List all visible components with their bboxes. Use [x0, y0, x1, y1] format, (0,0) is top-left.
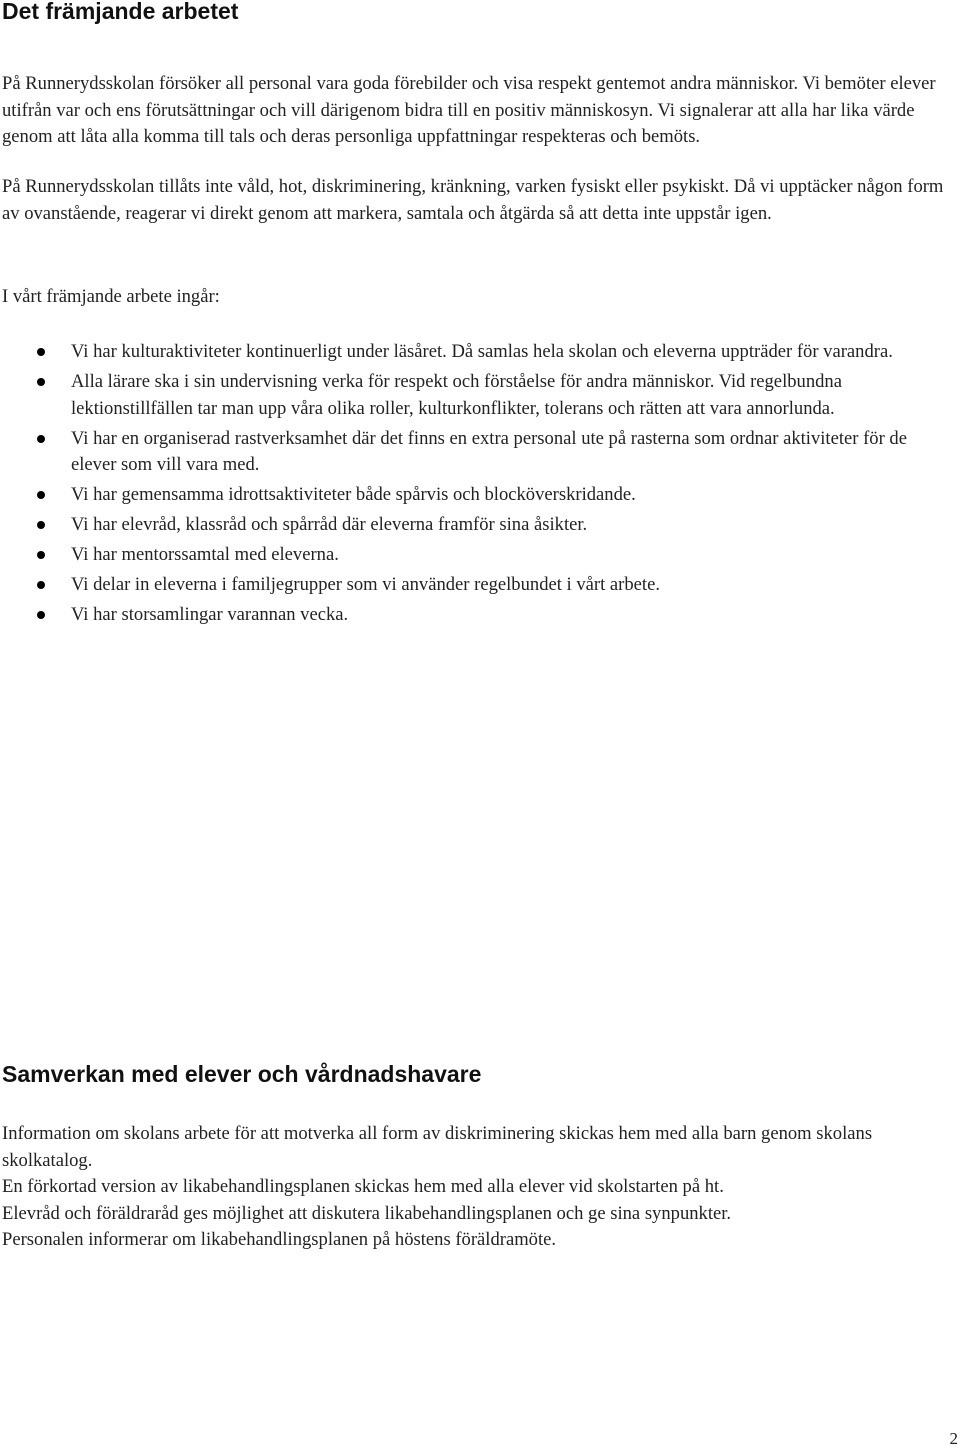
list-item [0, 572, 958, 599]
paragraph-vald-hot: På Runnerydsskolan tillåts inte våld, hot, diskriminering, kränkning, varken fysiskt eller psykiskt. Då vi upptäcker någon form av ovanstående, reagerar vi direkt genom att markera, samtala och åtgärda så att detta inte uppstår igen. [2, 176, 944, 224]
bullet-icon [37, 611, 45, 619]
bullet-icon [37, 521, 45, 529]
bullet-icon [37, 435, 45, 443]
bullet-icon [37, 551, 45, 559]
framjande-bullet-list [0, 339, 958, 632]
bullet-icon [37, 378, 45, 386]
list-item-text: Alla lärare ska i sin undervisning verka för respekt och förståelse för andra människor. Vid regelbundna lektionstillfällen tar man upp våra olika roller, kulturkonflikter, tolerans och rätten att vara annorlunda. [71, 371, 842, 419]
samverkan-text-block [2, 1121, 954, 1254]
list-item [0, 426, 958, 479]
list-intro: I vårt främjande arbete ingår: [2, 286, 220, 307]
paragraph-forebilder: På Runnerydsskolan försöker all personal vara goda förebilder och visa respekt gentemot andra människor. Vi bemöter elever utifrån var och ens förutsättningar och vill därigenom bidra till en positiv människosyn. Vi signalerar att alla har lika värde genom att låta alla komma till tals och deras personliga uppfattningar respekteras och bemöts. [2, 73, 936, 147]
list-item [0, 602, 958, 629]
list-item [0, 339, 958, 366]
bullet-icon [37, 348, 45, 356]
list-item-text: Vi har en organiserad rastverksamhet där det finns en extra personal ute på rasterna som ordnar aktiviteter för de elever som vill vara med. [71, 427, 907, 475]
info-line-skolkatalog: Information om skolans arbete för att motverka all form av diskriminering skickas hem med alla barn genom skolans skolkatalog. [2, 1123, 873, 1171]
list-item [0, 369, 958, 422]
list-item-text: Vi har storsamlingar varannan vecka. [71, 604, 349, 625]
list-item-text: Vi delar in eleverna i familjegrupper som vi använder regelbundet i vårt arbete. [71, 574, 660, 595]
list-item-text: Vi har kulturaktiviteter kontinuerligt under läsåret. Då samlas hela skolan och eleverna uppträder för varandra. [71, 341, 893, 362]
info-line-elevrad-foraldrarad: Elevråd och föräldraråd ges möjlighet att diskutera likabehandlingsplanen och ge sina synpunkter. [2, 1202, 732, 1224]
list-item [0, 542, 958, 569]
list-item-text: Vi har gemensamma idrottsaktiviteter både spårvis och blocköverskridande. [71, 484, 636, 505]
bullet-icon [37, 581, 45, 589]
list-item [0, 482, 958, 509]
section-title-samverkan: Samverkan med elever och vårdnadshavare [2, 1061, 482, 1087]
info-line-forkortad-version: En förkortad version av likabehandlingsplanen skickas hem med alla elever vid skolstarten på ht. [2, 1176, 724, 1197]
list-item [0, 512, 958, 539]
section-title-framjande-arbetet: Det främjande arbetet [2, 0, 239, 24]
page-number: 2 [949, 1429, 958, 1448]
bullet-icon [37, 491, 45, 499]
info-line-foraldramote: Personalen informerar om likabehandlingsplanen på höstens föräldramöte. [2, 1229, 557, 1250]
list-item-text: Vi har elevråd, klassråd och spårråd där eleverna framför sina åsikter. [71, 514, 588, 535]
list-item-text: Vi har mentorssamtal med eleverna. [71, 544, 339, 565]
